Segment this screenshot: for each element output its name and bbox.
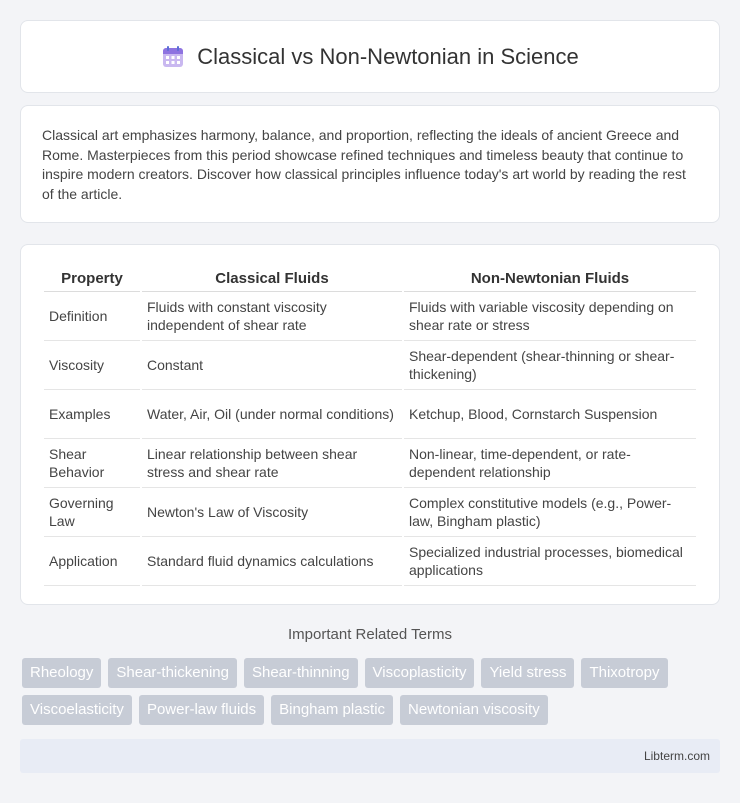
term-tag[interactable]: Newtonian viscosity [400, 695, 548, 725]
table-cell: Ketchup, Blood, Cornstarch Suspension [404, 390, 696, 439]
term-tag[interactable]: Thixotropy [581, 658, 667, 688]
table-cell: Specialized industrial processes, biomedical applications [404, 537, 696, 586]
footer [20, 739, 720, 773]
table-row [44, 292, 696, 341]
intro-text: Classical art emphasizes harmony, balance, and proportion, reflecting the ideals of ancient Greece and Rome. Masterpieces from this period showcase refined techniques and timeless beauty that continue to inspire modern creators. Discover how classical principles influence today's art world by reading the rest of the article. [42, 127, 686, 202]
term-tag[interactable]: Rheology [22, 658, 101, 688]
header-property: Property [44, 263, 140, 292]
table-row [44, 488, 696, 537]
table-cell: Shear-dependent (shear-thinning or shear-thickening) [404, 341, 696, 390]
table-header-row [44, 263, 696, 292]
table-cell: Standard fluid dynamics calculations [142, 537, 402, 586]
related-terms-list [22, 658, 722, 725]
table-cell: Complex constitutive models (e.g., Power-law, Bingham plastic) [404, 488, 696, 537]
term-tag[interactable]: Shear-thinning [244, 658, 358, 688]
table-cell: Viscosity [44, 341, 140, 390]
table-cell: Definition [44, 292, 140, 341]
calendar-icon [161, 45, 185, 69]
header-classical: Classical Fluids [142, 263, 402, 292]
table-row [44, 439, 696, 488]
term-tag[interactable]: Viscoplasticity [365, 658, 475, 688]
table-cell: Application [44, 537, 140, 586]
table-cell: Examples [44, 390, 140, 439]
term-tag[interactable]: Bingham plastic [271, 695, 393, 725]
table-row [44, 341, 696, 390]
page-title: Classical vs Non-Newtonian in Science [197, 43, 579, 69]
table-cell: Newton's Law of Viscosity [142, 488, 402, 537]
comparison-table [42, 263, 698, 586]
term-tag[interactable]: Yield stress [481, 658, 574, 688]
footer-brand[interactable]: Libterm.com [643, 749, 710, 763]
header-non-newtonian: Non-Newtonian Fluids [404, 263, 696, 292]
table-cell: Water, Air, Oil (under normal conditions) [142, 390, 402, 439]
table-row [44, 537, 696, 586]
table-row [44, 390, 696, 439]
term-tag[interactable]: Viscoelasticity [22, 695, 132, 725]
term-tag[interactable]: Shear-thickening [108, 658, 237, 688]
related-terms-title: Important Related Terms [288, 626, 452, 643]
table-cell: Governing Law [44, 488, 140, 537]
header-card [20, 20, 720, 93]
comparison-table-card [20, 244, 720, 605]
intro-card [20, 105, 720, 223]
table-cell: Non-linear, time-dependent, or rate-dependent relationship [404, 439, 696, 488]
term-tag[interactable]: Power-law fluids [139, 695, 264, 725]
table-cell: Fluids with variable viscosity depending on shear rate or stress [404, 292, 696, 341]
table-cell: Fluids with constant viscosity independent of shear rate [142, 292, 402, 341]
table-cell: Shear Behavior [44, 439, 140, 488]
table-cell: Constant [142, 341, 402, 390]
table-cell: Linear relationship between shear stress and shear rate [142, 439, 402, 488]
